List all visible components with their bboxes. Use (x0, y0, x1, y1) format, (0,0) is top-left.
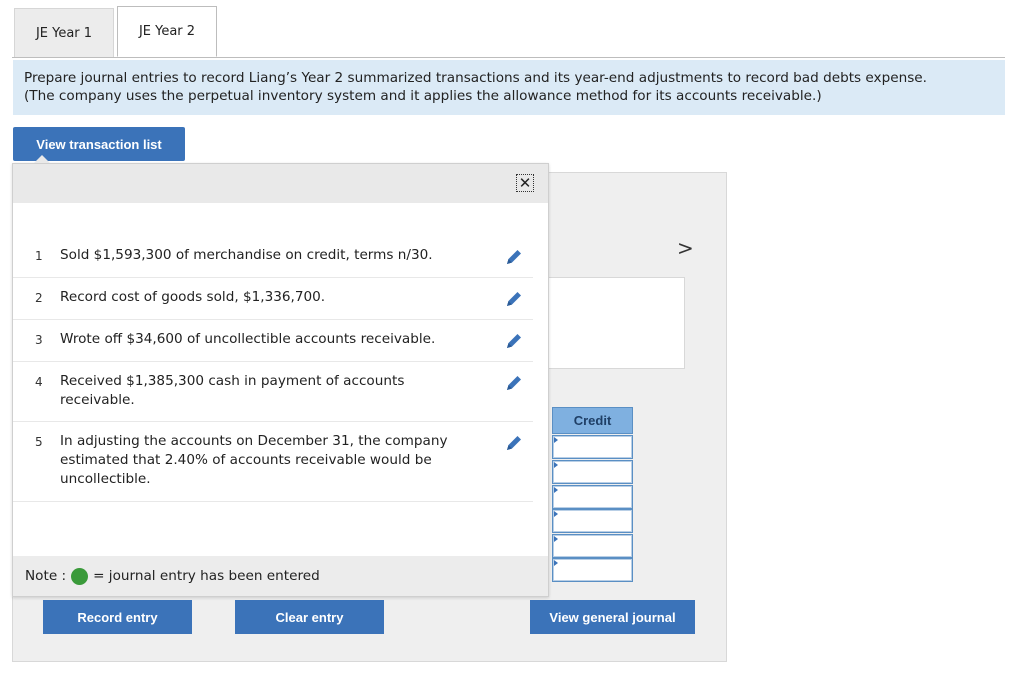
transaction-row[interactable] (13, 238, 533, 278)
record-entry-button[interactable]: Record entry (43, 600, 192, 634)
credit-input[interactable] (552, 460, 633, 484)
edit-pencil-icon[interactable] (504, 289, 524, 309)
next-arrow-icon[interactable]: > (677, 236, 694, 260)
popup-header (13, 164, 548, 203)
transaction-row[interactable] (13, 362, 533, 422)
entered-status-dot-icon (71, 568, 88, 585)
tab-divider (12, 57, 1005, 58)
transaction-text: Wrote off $34,600 of uncollectible accounts receivable. (60, 331, 436, 347)
view-transaction-list-button[interactable]: View transaction list (13, 127, 185, 161)
instructions (13, 60, 1005, 115)
credit-input[interactable] (552, 558, 633, 582)
transaction-number: 5 (35, 435, 43, 449)
entry-description-box (543, 277, 685, 369)
popup-pointer (34, 155, 50, 163)
credit-input[interactable] (552, 435, 633, 459)
tab-je-year-2[interactable]: JE Year 2 (117, 6, 217, 57)
credit-column-header: Credit (552, 407, 633, 434)
transaction-number: 3 (35, 333, 43, 347)
clear-entry-button[interactable]: Clear entry (235, 600, 384, 634)
note-text: = journal entry has been entered (93, 568, 320, 584)
edit-pencil-icon[interactable] (504, 433, 524, 453)
edit-pencil-icon[interactable] (504, 373, 524, 393)
transaction-row[interactable] (13, 278, 533, 320)
transaction-text: Sold $1,593,300 of merchandise on credit, terms n/30. (60, 247, 433, 263)
transaction-number: 4 (35, 375, 43, 389)
credit-input[interactable] (552, 485, 633, 509)
instruction-line-2: (The company uses the perpetual inventory system and it applies the allowance method for its accounts receivable.) (24, 88, 822, 104)
transaction-text: Received $1,385,300 cash in payment of accounts receivable. (60, 373, 405, 408)
transaction-number: 1 (35, 249, 43, 263)
note-label: Note : (25, 568, 67, 584)
transaction-list-popup (12, 163, 549, 597)
transaction-number: 2 (35, 291, 43, 305)
close-icon[interactable]: ✕ (516, 174, 534, 192)
view-general-journal-button[interactable]: View general journal (530, 600, 695, 634)
transaction-text: In adjusting the accounts on December 31, the company estimated that 2.40% of accounts receivable would be uncollectible. (60, 433, 448, 487)
edit-pencil-icon[interactable] (504, 331, 524, 351)
transaction-text: Record cost of goods sold, $1,336,700. (60, 289, 326, 305)
popup-note (13, 556, 548, 596)
credit-input[interactable] (552, 534, 633, 558)
transaction-row[interactable] (13, 320, 533, 362)
transaction-row[interactable] (13, 422, 533, 502)
instruction-line-1: Prepare journal entries to record Liang’s Year 2 summarized transactions and its year-end adjustments to record bad debts expense. (24, 70, 927, 86)
credit-input[interactable] (552, 509, 633, 533)
tab-je-year-1[interactable]: JE Year 1 (14, 8, 114, 57)
edit-pencil-icon[interactable] (504, 247, 524, 267)
